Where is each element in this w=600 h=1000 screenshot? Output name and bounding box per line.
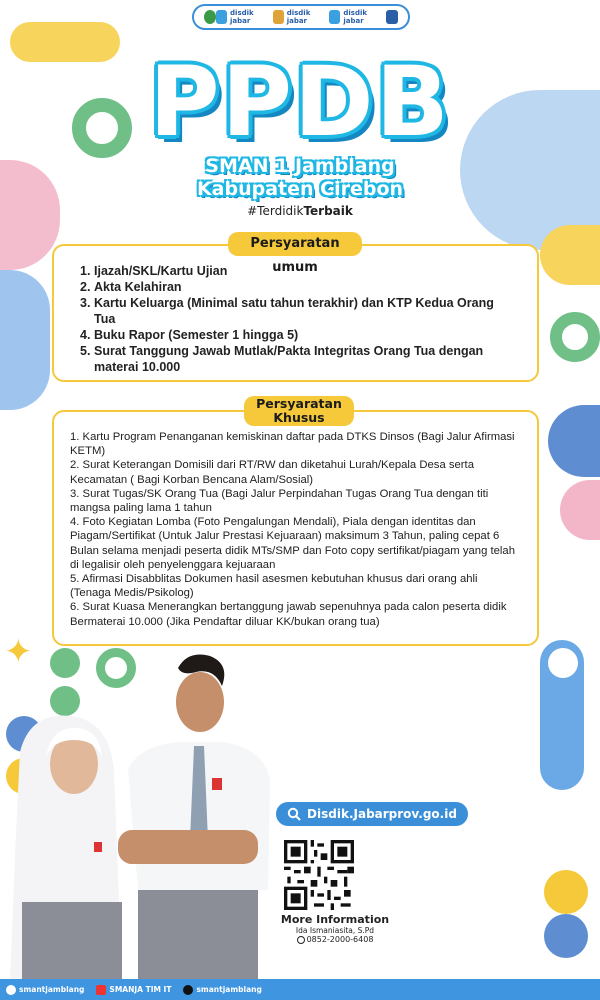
list-item: 4. Buku Rapor (Semester 1 hingga 5)	[80, 328, 299, 342]
list-item: 6. Surat Kuasa Menerangkan bertanggung jawab sepenuhnya pada calon peserta didik Bermaterai 10.000 (Jika Pendaftar diluar KK/bukan orang tua)	[70, 601, 507, 628]
list-item: 4. Foto Kegiatan Lomba (Foto Pengalungan Mendali), Piala dengan identitas dan Piagam/Sertifikat (Untuk Jalur Prestasi Kejuaraan) maksimum 3 Tahun, paling cepat 6 Bulan selama menjadi peserta didik MTs/SMP dan Foto copy sertifikat/piagam yang telah di legalisir oleh penyelenggara kejuaraan	[70, 516, 515, 571]
list-item: 5. Surat Tanggung Jawab Mutlak/Pakta Integritas Orang Tua dengan materai 10.000	[80, 344, 484, 374]
deco-pink-right	[560, 480, 600, 540]
instagram-link[interactable]: smantjamblang	[6, 985, 84, 995]
search-icon	[287, 807, 301, 821]
page-title: PPDB	[149, 46, 451, 158]
list-item: 3. Kartu Keluarga (Minimal satu tahun terakhir) dan KTP Kedua Orang Tua	[80, 296, 494, 326]
school-region: Kabupaten Cirebon	[196, 178, 404, 200]
school-name: SMAN 1 Jamblang	[205, 155, 395, 177]
contact-phone[interactable]: 0852-2000-6408	[280, 935, 390, 944]
deco-blue-circle-right	[548, 648, 578, 678]
school-logo	[386, 10, 398, 24]
jabar-logo	[204, 10, 216, 24]
list-item: 2. Surat Keterangan Domisili dari RT/RW dan diketahui Lurah/Kepala Desa serta Kecamatan ( Bagi Korban Bencana Alam/Sosial)	[70, 459, 474, 486]
list-item: 3. Surat Tugas/SK Orang Tua (Bagi Jalur Perpindahan Tugas Orang Tua dengan titi mangsa paling lama 1 tahun	[70, 487, 489, 515]
list-item: 2. Akta Kelahiran	[80, 280, 182, 294]
tiktok-link[interactable]: smantjamblang	[183, 985, 261, 995]
deco-green-circle-left	[50, 648, 80, 678]
youtube-icon	[96, 985, 106, 995]
disdik-jabar-logo-3: disdik jabar	[329, 9, 386, 25]
deco-blue-shape-left	[0, 270, 50, 410]
website-link[interactable]: Disdik.Jabarprov.go.id	[276, 802, 468, 826]
deco-yellow-circle-right	[544, 870, 588, 914]
whatsapp-icon	[297, 936, 305, 944]
disdik-jabar-logo-2: disdik jabar	[273, 9, 330, 25]
general-requirements-heading: Persyaratan umum	[228, 232, 362, 256]
list-item: 1. Ijazah/SKL/Kartu Ujian	[80, 264, 228, 278]
general-requirements-list	[80, 263, 500, 375]
deco-green-ring-right	[550, 312, 600, 362]
list-item: 5. Afirmasi Disabblitas Dokumen hasil asesmen kebutuhan khusus dari orang ahli (Tenaga Medis/Psikolog)	[70, 573, 478, 600]
deco-blue-circle-right-2	[544, 914, 588, 958]
student-boy-photo	[118, 650, 278, 980]
deco-blue-halfcircle-right-2	[548, 405, 600, 477]
disdik-jabar-logo: disdik jabar	[216, 9, 273, 25]
special-requirements-list	[70, 430, 520, 629]
instagram-icon	[6, 985, 16, 995]
deco-sparkle-icon: ✦	[4, 632, 33, 672]
tiktok-icon	[183, 985, 193, 995]
contact-name: Ida Ismaniasita, S.Pd	[295, 926, 375, 935]
partner-logos-bar	[192, 4, 410, 30]
social-footer	[0, 979, 600, 1000]
tagline: #TerdidikTerbaik	[247, 204, 353, 218]
youtube-link[interactable]: SMANJA TIM IT	[96, 985, 171, 995]
deco-yellow-right	[540, 225, 600, 285]
more-information-label: More Information	[280, 913, 390, 926]
student-girl-photo	[10, 712, 130, 980]
qr-code[interactable]	[284, 840, 354, 910]
list-item: 1. Kartu Program Penanganan kemiskinan daftar pada DTKS Dinsos (Bagi Jalur Afirmasi KETM)	[70, 431, 515, 458]
special-requirements-heading: Persyaratan Khusus	[244, 396, 354, 426]
